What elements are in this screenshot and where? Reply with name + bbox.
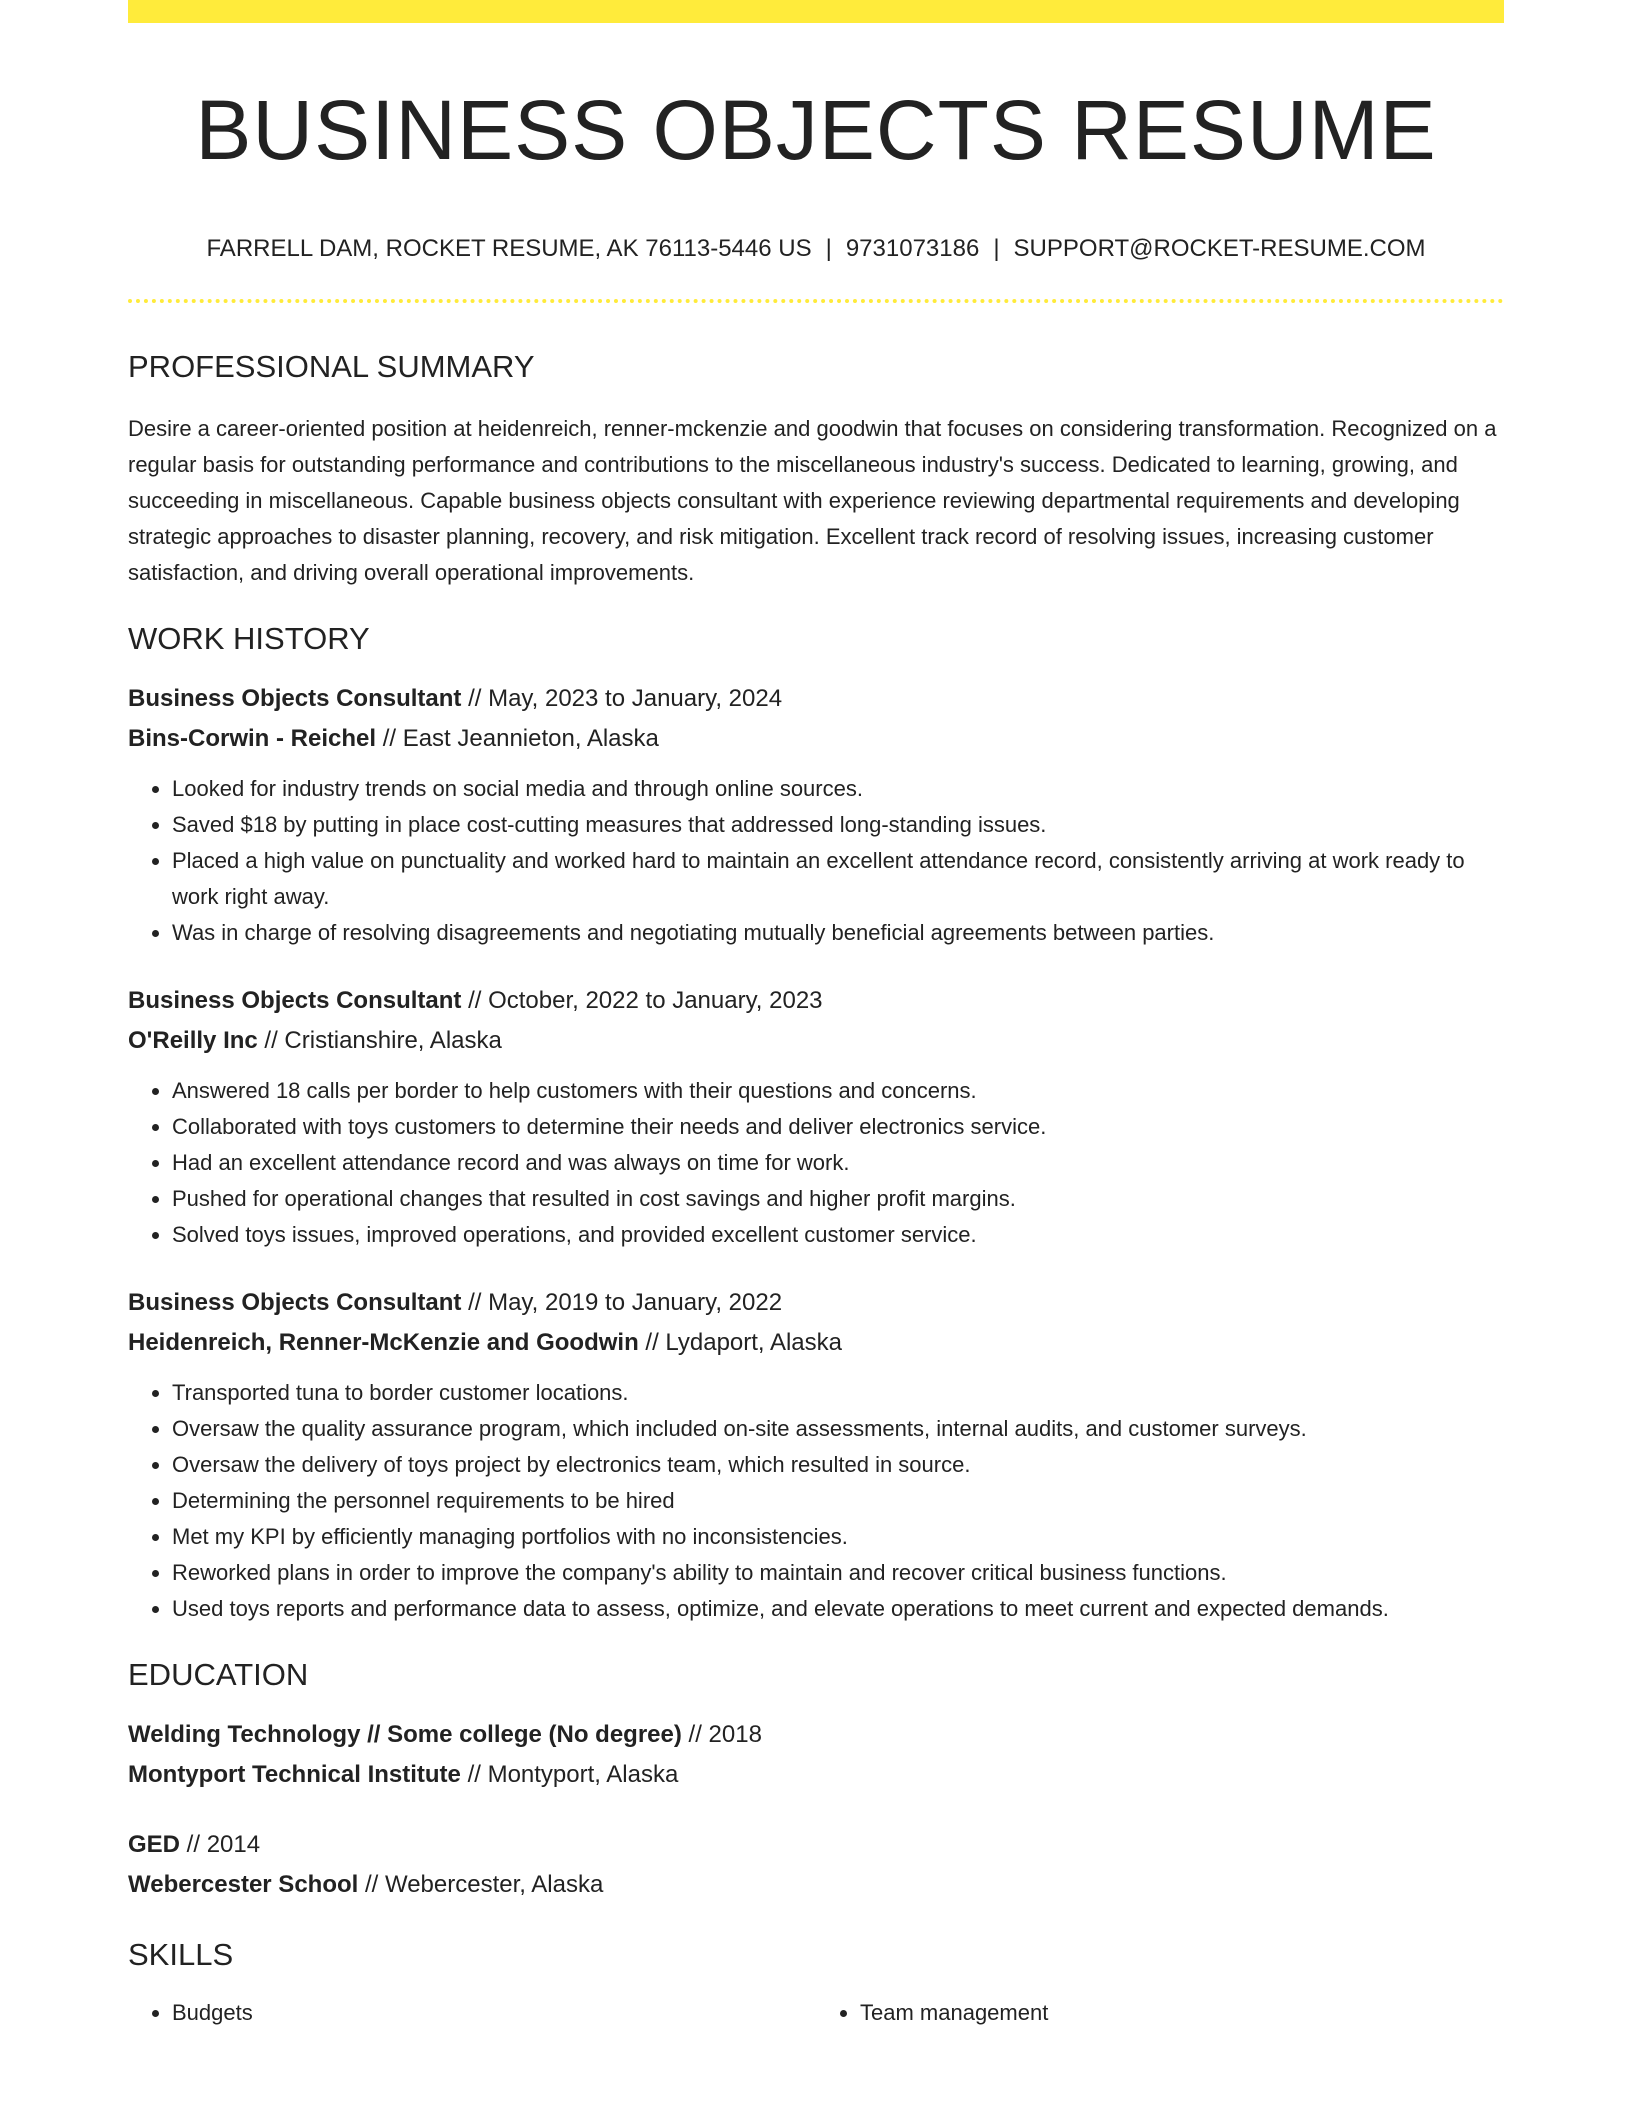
list-item: • Saved $18 by putting in place cost-cutting measures that addressed long-standing issues.: [172, 807, 1504, 843]
resume-page: [128, 0, 1504, 2112]
section-title-education: EDUCATION: [128, 1657, 309, 1692]
education-degree: GED: [128, 1831, 181, 1858]
skill-item: • Team management: [860, 1995, 1504, 2031]
list-item: • Transported tuna to border customer locations.: [172, 1375, 1504, 1411]
list-item: • Oversaw the delivery of toys project by electronics team, which resulted in source.: [172, 1447, 1504, 1483]
contact-separator: |: [993, 235, 1000, 262]
job-dates: // October, 2022 to January, 2023: [461, 987, 823, 1014]
education-location: // Webercester, Alaska: [358, 1871, 604, 1898]
job-entry: [128, 1283, 1504, 1363]
job-entry: [128, 679, 1504, 759]
education-entry: [128, 1715, 1504, 1795]
contact-phone: 9731073186: [845, 235, 980, 262]
list-item: • Was in charge of resolving disagreements and negotiating mutually beneficial agreements between parties.: [172, 915, 1504, 951]
education-entry: [128, 1825, 1504, 1905]
list-item: • Used toys reports and performance data to assess, optimize, and elevate operations to meet current and expected demands.: [172, 1591, 1504, 1627]
job-dates: // May, 2023 to January, 2024: [461, 685, 783, 712]
job-company: Heidenreich, Renner-McKenzie and Goodwin: [128, 1329, 639, 1356]
education-degree-line: [128, 1715, 1504, 1755]
list-item: • Collaborated with toys customers to determine their needs and deliver electronics service.: [172, 1109, 1504, 1145]
education-year: // 2018: [681, 1721, 762, 1748]
job-location: // Lydaport, Alaska: [638, 1329, 842, 1356]
job-company-line: [128, 1021, 1504, 1061]
section-title-summary: PROFESSIONAL SUMMARY: [128, 349, 535, 384]
list-item: • Oversaw the quality assurance program, which included on-site assessments, internal audits, and customer surveys.: [172, 1411, 1504, 1447]
list-item: • Answered 18 calls per border to help customers with their questions and concerns.: [172, 1073, 1504, 1109]
list-item: • Pushed for operational changes that resulted in cost savings and higher profit margins.: [172, 1181, 1504, 1217]
education-school: Webercester School: [128, 1871, 359, 1898]
job-title: Business Objects Consultant: [128, 987, 462, 1014]
contact-address: FARRELL DAM, ROCKET RESUME, AK 76113-5446 US: [206, 235, 812, 262]
job-title-line: [128, 679, 1504, 719]
education-degree-line: [128, 1825, 1504, 1865]
list-item: • Had an excellent attendance record and was always on time for work.: [172, 1145, 1504, 1181]
education-degree: Welding Technology // Some college (No degree): [128, 1721, 682, 1748]
job-location: // East Jeannieton, Alaska: [376, 725, 659, 752]
summary-text: Desire a career-oriented position at heidenreich, renner-mckenzie and goodwin that focuses on considering transformation. Recognized on a regular basis for outstanding performance and contributions to the miscellaneous industry's success. Dedicated to learning, growing, and succeeding in miscellaneous. Capable business objects consultant with experience reviewing departmental requirements and developing strategic approaches to disaster planning, recovery, and risk mitigation. Excellent track record of resolving issues, increasing customer satisfaction, and driving overall operational improvements.: [128, 416, 1497, 585]
skills-grid: [128, 1995, 1504, 2031]
skills-column-left: [128, 1995, 816, 2031]
job-title: Business Objects Consultant: [128, 685, 462, 712]
skills-column-right: [816, 1995, 1504, 2031]
job-company-line: [128, 1323, 1504, 1363]
job-bullets: [128, 1073, 1504, 1253]
skills-list: [816, 1995, 1504, 2031]
job-title: Business Objects Consultant: [128, 1289, 462, 1316]
contact-separator: |: [825, 235, 832, 262]
education-school-line: [128, 1865, 1504, 1905]
job-title-line: [128, 981, 1504, 1021]
list-item: • Determining the personnel requirements to be hired: [172, 1483, 1504, 1519]
job-bullets: [128, 771, 1504, 951]
contact-email: SUPPORT@ROCKET-RESUME.COM: [1013, 235, 1426, 262]
accent-top-bar: [128, 0, 1504, 23]
section-title-skills: SKILLS: [128, 1937, 234, 1972]
job-company-line: [128, 719, 1504, 759]
job-dates: // May, 2019 to January, 2022: [461, 1289, 783, 1316]
job-entry: [128, 981, 1504, 1061]
skills-list: [128, 1995, 816, 2031]
job-company: Bins-Corwin - Reichel: [128, 725, 377, 752]
education-school-line: [128, 1755, 1504, 1795]
job-location: // Cristianshire, Alaska: [257, 1027, 502, 1054]
list-item: • Reworked plans in order to improve the company's ability to maintain and recover critical business functions.: [172, 1555, 1504, 1591]
job-company: O'Reilly Inc: [128, 1027, 258, 1054]
education-school: Montyport Technical Institute: [128, 1761, 461, 1788]
list-item: • Solved toys issues, improved operations, and provided excellent customer service.: [172, 1217, 1504, 1253]
list-item: • Placed a high value on punctuality and worked hard to maintain an excellent attendance record, consistently arriving at work ready to work right away.: [172, 843, 1504, 915]
section-title-work-history: WORK HISTORY: [128, 621, 370, 656]
job-bullets: [128, 1375, 1504, 1627]
dotted-divider: [128, 299, 1504, 303]
list-item: • Looked for industry trends on social media and through online sources.: [172, 771, 1504, 807]
resume-title: BUSINESS OBJECTS RESUME: [195, 83, 1437, 177]
job-title-line: [128, 1283, 1504, 1323]
education-year: // 2014: [180, 1831, 261, 1858]
contact-line: [128, 233, 1504, 265]
list-item: • Met my KPI by efficiently managing portfolios with no inconsistencies.: [172, 1519, 1504, 1555]
education-location: // Montyport, Alaska: [460, 1761, 679, 1788]
skill-item: • Budgets: [172, 1995, 816, 2031]
